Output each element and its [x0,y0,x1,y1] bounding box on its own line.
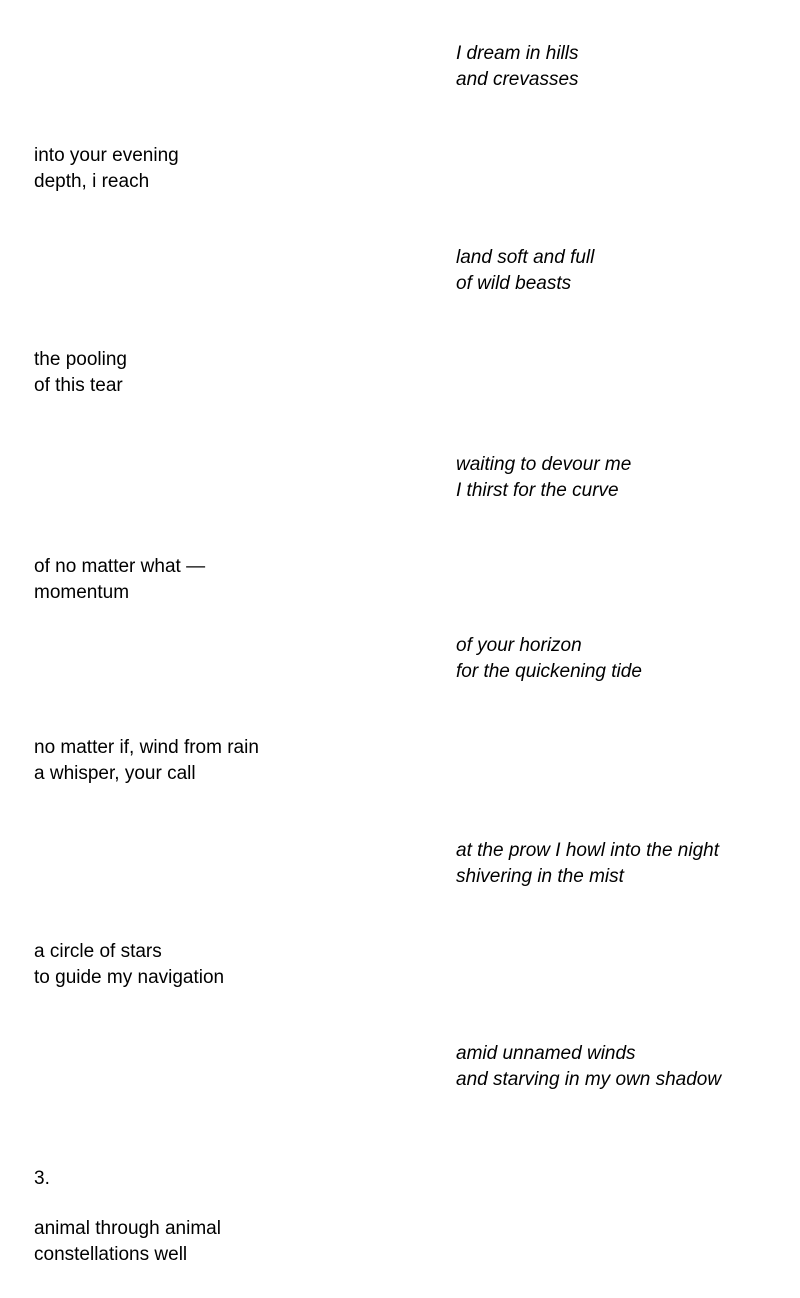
stanza-line: depth, i reach [34,171,150,192]
stanza-line: I dream in hills [456,43,579,64]
stanza-line: land soft and full [456,247,595,268]
stanza-11 [456,1041,721,1093]
stanza-7 [456,633,642,685]
stanza-line: a circle of stars [34,941,162,962]
stanza-line: waiting to devour me [456,454,632,475]
stanza-line: momentum [34,582,130,603]
stanza-line: I thirst for the curve [456,480,619,501]
stanza-line: the pooling [34,349,127,370]
stanza-1 [456,41,579,93]
stanza-4 [34,347,127,399]
stanza-3 [456,245,594,297]
stanza-line: of no matter what — [34,556,206,577]
stanza-line: no matter if, wind from rain [34,737,259,758]
section-stanza [34,1216,221,1268]
stanza-line: into your evening [34,145,179,166]
stanza-line: shivering in the mist [456,866,624,887]
stanza-line: and crevasses [456,69,579,90]
stanza-line: for the quickening tide [456,661,642,682]
stanza-10 [34,939,224,991]
stanza-8 [34,735,259,787]
stanza-line: of this tear [34,375,123,396]
stanza-line: and starving in my own shadow [456,1069,722,1090]
stanza-6 [34,554,205,606]
stanza-line: of your horizon [456,635,582,656]
stanza-line: a whisper, your call [34,763,196,784]
stanza-line: amid unnamed winds [456,1043,636,1064]
stanza-line: at the prow I howl into the night [456,840,719,861]
stanza-line: animal through animal [34,1218,221,1239]
stanza-line: of wild beasts [456,273,572,294]
stanza-2 [34,143,179,195]
stanza-9 [456,838,719,890]
stanza-line: to guide my navigation [34,967,225,988]
stanza-5 [456,452,631,504]
stanza-line: constellations well [34,1244,188,1265]
section-number: 3. [34,1168,50,1189]
